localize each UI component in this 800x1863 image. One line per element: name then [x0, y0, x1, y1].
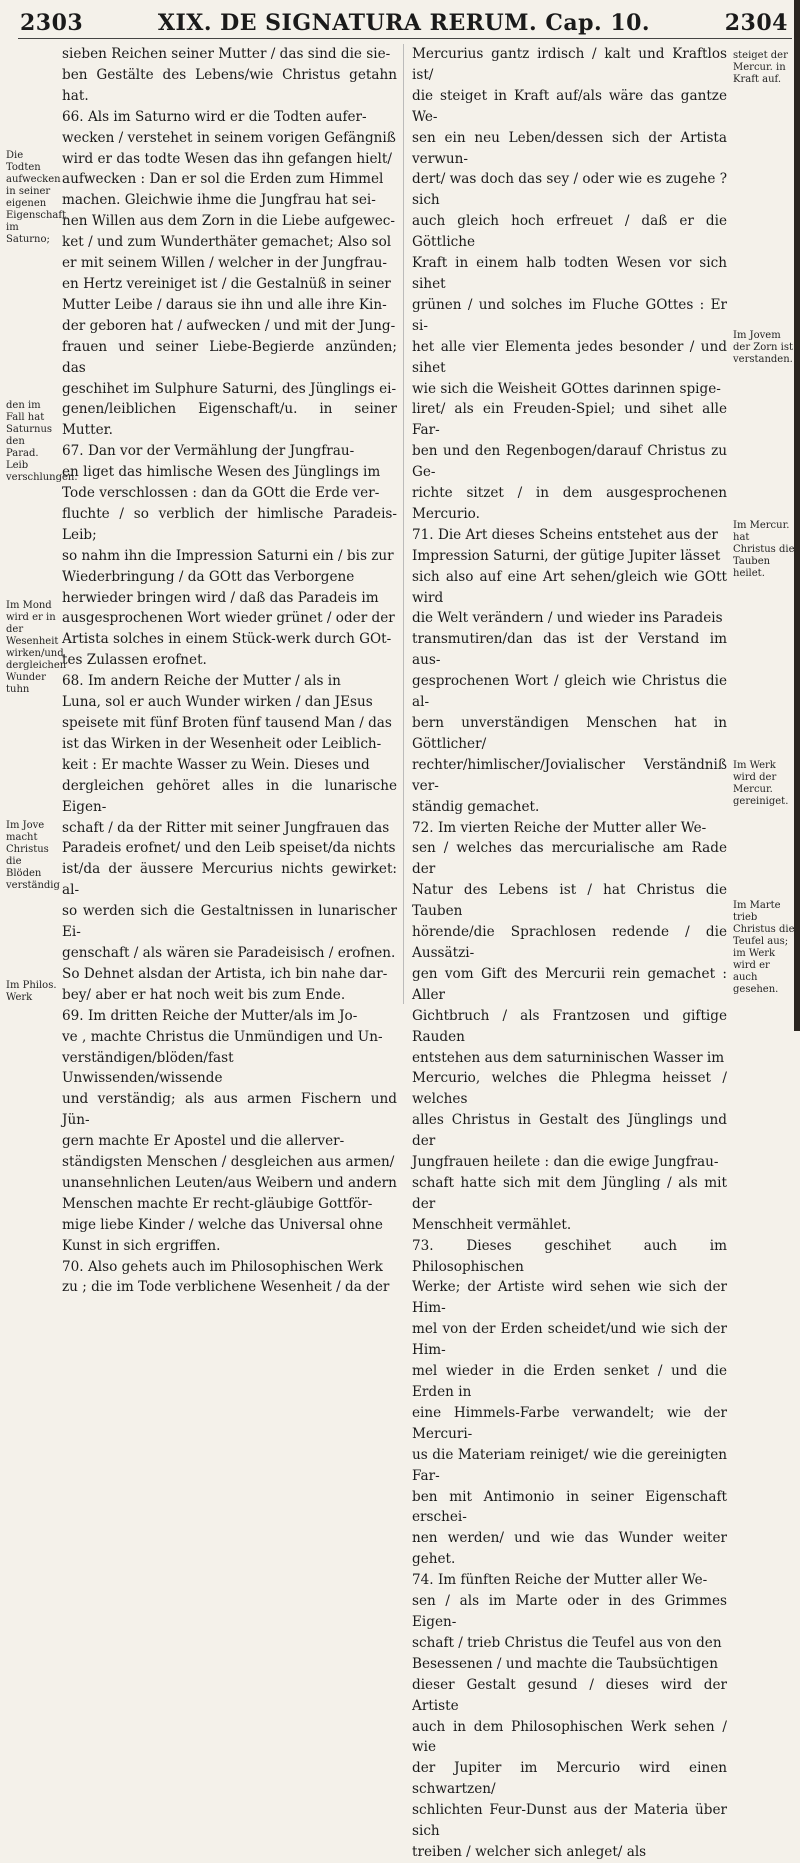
- text-line: geschihet im Sulphure Saturni, des Jünglings ei-: [62, 380, 397, 397]
- text-line: tes Zulassen erofnet.: [62, 652, 207, 669]
- text-line: dieser Gestalt gesund / dieses wird der Artiste: [412, 1676, 727, 1714]
- text-line: Mercurio, welches die Phlegma heisset / welches: [412, 1070, 727, 1108]
- text-line: 69. Im dritten Reiche der Mutter/als im Jo-: [62, 1007, 358, 1024]
- text-line: so nahm ihn die Impression Saturni ein / bis zur: [62, 547, 394, 564]
- left-sidenote: Die Todten aufwecken in seiner eigenen Eigenschaft im Saturno;: [6, 150, 67, 245]
- text-line: aufwecken : Dan er sol die Erden zum Himmel: [62, 171, 384, 188]
- left-sidenote: Im Jove macht Christus die Blöden verständig: [6, 820, 60, 891]
- text-line: 70. Also gehets auch im Philosophischen Werk: [62, 1258, 383, 1275]
- text-line: fluchte / so verblich der himlische Paradeis-Leib;: [62, 505, 397, 543]
- text-line: sen / als im Marte oder in des Grimmes Eigen-: [412, 1593, 727, 1630]
- text-line: ausgesprochenen Wort wieder grünet / oder der: [62, 610, 395, 627]
- left-text-column: [62, 44, 397, 1298]
- text-line: Gichtbruch / als Frantzosen und giftige Rauden: [412, 1007, 727, 1045]
- text-line: mel wieder in die Erden senket / und die Erden in: [412, 1363, 727, 1400]
- right-sidenote: Im Marte trieb Christus die Teufel aus; im Werk wird er auch gesehen.: [733, 900, 795, 995]
- text-line: transmutiren/dan das ist der Verstand im aus-: [412, 631, 727, 669]
- text-line: wecken / verstehet in seinem vorigen Gefängniß: [62, 129, 396, 146]
- text-line: auch in dem Philosophischen Werk sehen / wie: [412, 1718, 727, 1756]
- text-line: Besessenen / und machte die Taubsüchtigen: [412, 1655, 718, 1672]
- text-line: ist das Wirken in der Wesenheit oder Leiblich-: [62, 735, 382, 752]
- text-line: us die Materiam reiniget/ wie die gereinigten Far-: [412, 1446, 727, 1484]
- text-line: Kunst in sich ergriffen.: [62, 1237, 221, 1254]
- text-line: der geboren hat / aufwecken / und mit der Jung-: [62, 317, 396, 334]
- text-line: so werden sich die Gestaltnissen in lunarischer Ei-: [62, 903, 397, 941]
- text-line: auch gleich hoch erfreuet / daß er die Göttliche: [412, 213, 727, 251]
- text-line: treiben / welcher sich anleget/ als: [412, 1843, 647, 1860]
- text-line: sen ein neu Leben/dessen sich der Artista verwun-: [412, 129, 727, 167]
- text-line: unansehnlichen Leuten/aus Weibern und andern: [62, 1174, 397, 1191]
- right-sidenote: steiget der Mercur. in Kraft auf.: [733, 50, 788, 85]
- text-line: verständigen/blöden/fast Unwissenden/wissende: [62, 1049, 234, 1087]
- text-line: dert/ was doch das sey / oder wie es zugehe ? sich: [412, 171, 727, 209]
- text-line: ständig gemachet.: [412, 798, 540, 815]
- text-line: keit : Er machte Wasser zu Wein. Dieses und: [62, 756, 370, 773]
- running-header: [20, 4, 788, 36]
- text-line: mel von der Erden scheidet/und wie sich der Him-: [412, 1321, 727, 1359]
- text-line: So Dehnet alsdan der Artista, ich bin nahe dar-: [62, 965, 388, 982]
- text-line: ben und den Regenbogen/darauf Christus zu Ge-: [412, 443, 727, 481]
- right-sidenote: Im Mercur. hat Christus die Tauben heilet.: [733, 520, 795, 579]
- text-line: grünen / und solches im Fluche GOttes : Er si-: [412, 296, 727, 334]
- text-line: zu ; die im Tode verblichene Wesenheit / da der: [62, 1279, 390, 1296]
- text-line: 71. Die Art dieses Scheins entstehet aus der: [412, 526, 718, 543]
- left-page-number: 2303: [20, 10, 84, 36]
- text-line: entstehen aus dem saturninischen Wasser im: [412, 1049, 725, 1066]
- text-line: ben mit Antimonio in seiner Eigenschaft erschei-: [412, 1488, 727, 1526]
- text-line: Paradeis erofnet/ und den Leib speiset/da nichts: [62, 840, 396, 857]
- text-line: frauen und seiner Liebe-Begierde anzünden; das: [62, 338, 397, 376]
- text-line: sen / welches das mercurialische am Rade der: [412, 840, 727, 878]
- text-line: 67. Dan vor der Vermählung der Jungfrau-: [62, 443, 355, 460]
- text-line: der Jupiter im Mercurio wird einen schwartzen/: [412, 1760, 727, 1798]
- text-line: Artista solches in einem Stück-werk durch GOt-: [62, 631, 392, 648]
- right-sidenote: Im Jovem der Zorn ist verstanden.: [733, 330, 793, 365]
- header-rule: [18, 38, 792, 39]
- text-line: 72. Im vierten Reiche der Mutter aller We-: [412, 819, 707, 836]
- right-sidenote: Im Werk wird der Mercur. gereiniget.: [733, 760, 789, 807]
- text-line: Jungfrauen heilete : dan die ewige Jungfrau-: [412, 1154, 719, 1171]
- text-line: genschaft / als wären sie Paradeisisch / erofnen.: [62, 944, 396, 961]
- text-line: Kraft in einem halb todten Wesen vor sich sihet: [412, 255, 727, 292]
- text-line: 66. Als im Saturno wird er die Todten aufer-: [62, 108, 367, 125]
- text-line: schaft / trieb Christus die Teufel aus von den: [412, 1634, 722, 1651]
- column-gutter: [403, 44, 404, 1004]
- text-line: nen Willen aus dem Zorn in die Liebe aufgewec-: [62, 213, 395, 230]
- text-line: wie sich die Weisheit GOttes darinnen spige-: [412, 380, 721, 397]
- text-line: Impression Saturni, der gütige Jupiter lässet: [412, 547, 721, 564]
- text-line: 74. Im fünften Reiche der Mutter aller We-: [412, 1572, 708, 1589]
- text-line: bern unverständigen Menschen hat in Göttlicher/: [412, 715, 727, 752]
- text-line: ben Gestälte des Lebens/wie Christus getahn hat.: [62, 66, 397, 104]
- left-sidenote: den im Fall hat Saturnus den Parad. Leib verschlungen.: [6, 400, 78, 483]
- running-title: XIX. DE SIGNATURA RERUM. Cap. 10.: [157, 10, 651, 36]
- text-line: Tode verschlossen : dan da GOtt die Erde ver-: [62, 485, 380, 502]
- text-line: mige liebe Kinder / welche das Universal ohne: [62, 1216, 383, 1233]
- text-line: Menschen machte Er recht-gläubige Gottför-: [62, 1195, 373, 1212]
- text-line: en Hertz vereiniget ist / die Gestalnüß in seiner: [62, 275, 391, 292]
- text-line: sieben Reichen seiner Mutter / das sind die sie-: [62, 46, 391, 62]
- text-line: gen vom Gift des Mercurii rein gemachet : Aller: [412, 965, 727, 1003]
- text-line: 68. Im andern Reiche der Mutter / als in: [62, 673, 341, 690]
- text-line: wird er das todte Wesen das ihn gefangen hielt/: [62, 150, 392, 167]
- left-sidenote: Im Philos. Werk: [6, 980, 57, 1003]
- text-line: eine Himmels-Farbe verwandelt; wie der Mercuri-: [412, 1404, 727, 1442]
- text-line: Mercurius gantz irdisch / kalt und Kraftlos ist/: [412, 46, 727, 83]
- text-line: sich also auf eine Art sehen/gleich wie GOtt wird: [412, 568, 727, 606]
- text-line: und verständig; als aus armen Fischern und Jün-: [62, 1091, 397, 1129]
- text-line: 73. Dieses geschihet auch im Philosophischen: [412, 1237, 727, 1275]
- text-line: ket / und zum Wunderthäter gemachet; Also sol: [62, 234, 392, 251]
- text-line: rechter/himlischer/Jovialischer Verständniß ver-: [412, 756, 727, 794]
- text-line: ist/da der äussere Mercurius nichts gewirket: al-: [62, 861, 397, 899]
- text-line: gesprochenen Wort / gleich wie Christus die al-: [412, 673, 727, 711]
- right-page-number: 2304: [724, 10, 788, 36]
- text-line: machen. Gleichwie ihme die Jungfrau hat sei-: [62, 192, 376, 209]
- text-line: genen/leiblichen Eigenschaft/u. in seiner Mutter.: [62, 401, 397, 439]
- text-line: herwieder bringen wird / daß das Paradeis im: [62, 589, 379, 606]
- left-sidenote: Im Mond wird er in der Wesenheit wirken/und dergleichen Wunder tuhn: [6, 600, 67, 695]
- text-line: liret/ als ein Freuden-Spiel; und sihet alle Far-: [412, 401, 727, 439]
- text-line: dergleichen gehöret alles in die lunarische Eigen-: [62, 777, 397, 815]
- text-line: Werke; der Artiste wird sehen wie sich der Him-: [412, 1279, 727, 1317]
- text-line: gern machte Er Apostel und die allerver-: [62, 1133, 345, 1150]
- text-line: hörende/die Sprachlosen redende / die Aussätzi-: [412, 924, 727, 961]
- text-line: Mutter Leibe / daraus sie ihn und alle ihre Kin-: [62, 296, 387, 313]
- page-edge: [794, 0, 800, 1031]
- text-line: het alle vier Elementa jedes besonder / und sihet: [412, 338, 727, 376]
- text-line: Natur des Lebens ist / hat Christus die Tauben: [412, 882, 727, 920]
- text-line: richte sitzet / in dem ausgesprochenen Mercurio.: [412, 485, 727, 522]
- text-line: bey/ aber er hat noch weit bis zum Ende.: [62, 986, 346, 1003]
- right-text-column: [412, 44, 727, 1863]
- text-line: en liget das himlische Wesen des Jünglings im: [62, 464, 381, 481]
- text-line: nen werden/ und wie das Wunder weiter gehet.: [412, 1530, 727, 1568]
- text-line: speisete mit fünf Broten fünf tausend Man / das: [62, 715, 392, 731]
- text-line: die Welt verändern / und wieder ins Paradeis: [412, 610, 723, 627]
- text-line: die steiget in Kraft auf/als wäre das gantze We-: [412, 87, 727, 125]
- text-line: alles Christus in Gestalt des Jünglings und der: [412, 1112, 727, 1150]
- text-line: Luna, sol er auch Wunder wirken / dan JEsus: [62, 694, 373, 711]
- text-line: Menschheit vermählet.: [412, 1216, 572, 1233]
- text-line: ständigsten Menschen / desgleichen aus armen/: [62, 1154, 395, 1171]
- text-line: schaft / da der Ritter mit seiner Jungfrauen das: [62, 819, 390, 836]
- text-line: schaft hatte sich mit dem Jüngling / als mit der: [412, 1174, 727, 1212]
- text-line: schlichten Feur-Dunst aus der Materia über sich: [412, 1802, 727, 1840]
- text-line: Wiederbringung / da GOtt das Verborgene: [62, 568, 355, 585]
- text-line: ve , machte Christus die Unmündigen und Un-: [62, 1028, 383, 1045]
- text-line: er mit seinem Willen / welcher in der Jungfrau-: [62, 255, 387, 272]
